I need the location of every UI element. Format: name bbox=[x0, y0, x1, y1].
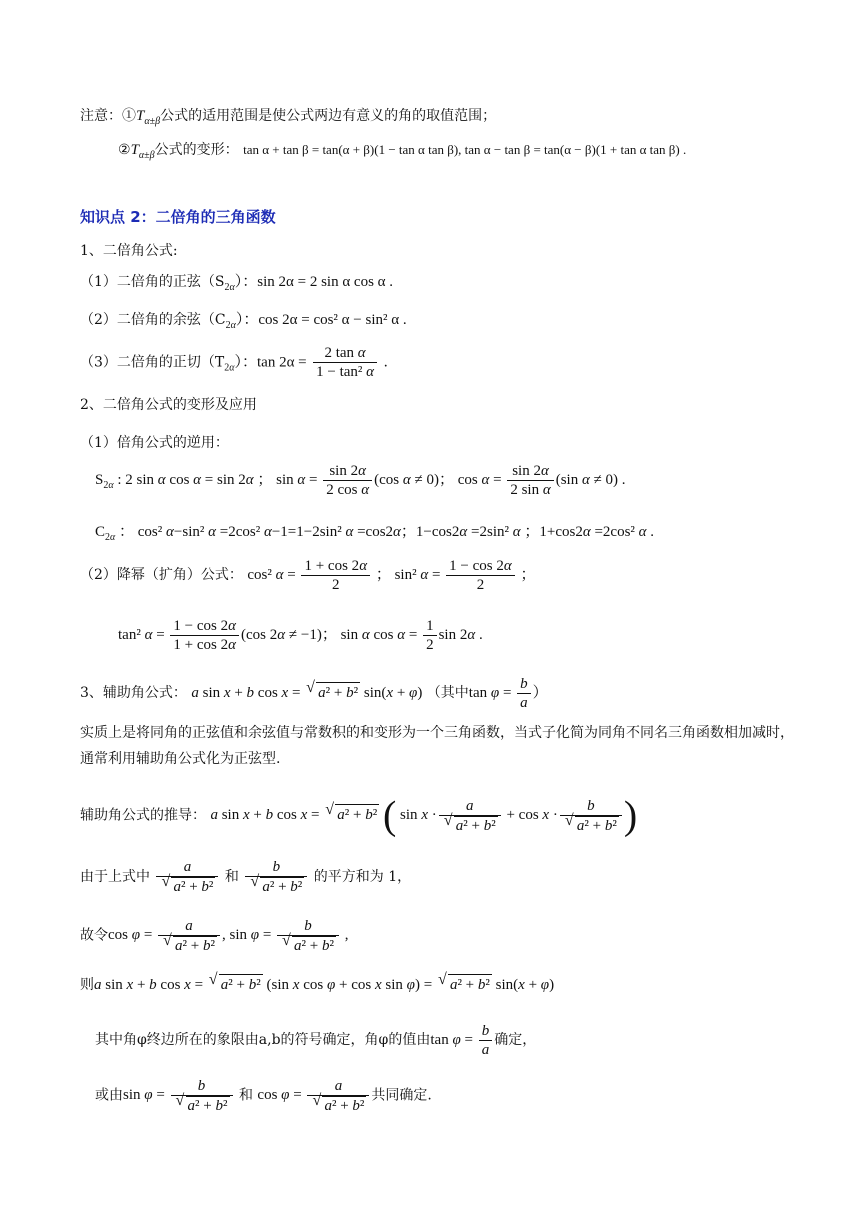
quadrant-line: 其中角φ终边所在的象限由a,b的符号确定，角φ的值由tan φ = $\frac{b}{a}$ 确定， bbox=[95, 1023, 537, 1058]
or-line: 或由sin φ = b √ a² + b² 和 cos φ = a √ a² + b² 共同确定. bbox=[95, 1077, 432, 1115]
let-label: 故令 bbox=[80, 927, 108, 944]
tan2-line: （3）二倍角的正切$(T_{2\alpha})$：tan 2α = $\frac{\text{2 tan α}}{\text{1 − tan² α}}$ . bbox=[80, 345, 388, 380]
let-line: 故令cos φ = a √ a² + b² , sin φ = b √ a² + b² , bbox=[80, 917, 349, 955]
cos2-formula: ）：cos 2α = cos² α − sin² α . bbox=[235, 312, 407, 328]
item-1: 1、二倍角公式: bbox=[80, 243, 178, 259]
note-text-2: 公式的变形： bbox=[154, 142, 239, 158]
cos2-label: （2）二倍角的余弦（C bbox=[80, 312, 226, 328]
or-tail: 共同确定. bbox=[371, 1087, 432, 1104]
cos2-line: （2）二倍角的余弦$(C_{2\alpha})$：cos 2α = cos² α − sin² α . bbox=[80, 312, 407, 331]
or-label: 或由 bbox=[95, 1087, 123, 1104]
sin2-formula: ）：sin 2α = 2 sin α cos α . bbox=[234, 274, 394, 290]
since-line: 由于上式中 a √ a² + b² 和 b √ a² + b² 的平方和为 1， bbox=[80, 858, 411, 896]
note-prefix: 注意：① bbox=[80, 108, 136, 124]
item-2: 2、二倍角公式的变形及应用 bbox=[80, 397, 257, 413]
note-formula: tan α + tan β = tan(α + β)(1 − tan α tan β), tan α − tan β = tan(α − β)(1 + tan α tan β) . bbox=[243, 142, 687, 157]
note-line-1 bbox=[80, 106, 496, 132]
derive-label: 辅助角公式的推导： bbox=[80, 807, 206, 824]
c2a-inverse: $C_{2\alpha}$ ： cos² α−sin² α =2cos² α−1=1−2sin² α =cos2α；1−cos2α =2sin² α ；1+cos2α =2cos² α . bbox=[95, 524, 655, 543]
note-line-2 bbox=[118, 140, 686, 166]
tan2-formula: ）：tan 2α = bbox=[234, 354, 307, 371]
and-label: 和 bbox=[224, 869, 239, 885]
t-symbol: $T_{\alpha\pm\beta}$ bbox=[136, 108, 161, 127]
item-3: 3、辅助角公式： bbox=[80, 684, 187, 701]
reduce-line: （2）降幂（扩角）公式： cos² α = $\frac{1 + \cos 2\alpha}{2}$ ； sin² α = $\frac{1 - \cos 2\alpha}{2}$ ； bbox=[80, 558, 536, 593]
sin2-label: （1）二倍角的正弦（S bbox=[80, 274, 225, 290]
item-3-line: 3、辅助角公式： a sin x + b cos x = √ a² + b² sin(x + φ) （其中tan φ = $\frac{b}{a}$ ） bbox=[80, 675, 548, 712]
then-label: 则 bbox=[80, 977, 94, 993]
t-symbol-2: $T_{\alpha\pm\beta}$ bbox=[130, 142, 155, 161]
quadrant-tail: 确定， bbox=[494, 1031, 537, 1048]
s2a-inverse: $S_{2\alpha}$ : 2 sin α cos α = sin 2α ； sin α = $\frac{\sin 2\alpha}{\text{2 cos α}}$ (cos α ≠ 0)； cos α = $\frac{\sin 2\alpha}{\text{2 sin α}}$ (sin α ≠ 0) . bbox=[95, 463, 626, 498]
explain-paragraph: 实质上是将同角的正弦值和余弦值与常数积的和变形为一个三角函数，当式子化简为同角不同名三角函数相加减时，通常利用辅助角公式化为正弦型. bbox=[80, 725, 794, 767]
derive-line: 辅助角公式的推导： a sin x + b cos x = √ a² + b² ( sin x · a √ a² + b² + cos x · b √ a² + b² ) bbox=[80, 797, 637, 835]
or-and: 和 bbox=[238, 1087, 253, 1104]
tan-reduce-line: tan² α = $\frac{1 - \cos 2\alpha}{1 + \cos 2\alpha}$ (cos 2α ≠ −1)； sin α cos α = $\frac{1}{2}$ sin 2α . bbox=[118, 618, 483, 653]
quadrant-text: 其中角φ终边所在的象限由a,b的符号确定，角φ的值由 bbox=[95, 1031, 431, 1048]
tan2-label: （3）二倍角的正切（T bbox=[80, 354, 225, 371]
note-prefix-2: ② bbox=[118, 142, 131, 158]
sin2-line: （1）二倍角的正弦$(S_{2\alpha})$：sin 2α = 2 sin α cos α . bbox=[80, 274, 394, 293]
item-3-note: （其中 bbox=[426, 684, 469, 701]
reduce-title: （2）降幂（扩角）公式： bbox=[80, 566, 243, 583]
then-line: 则a sin x + b cos x = √ a² + b² (sin x cos φ + cos x sin φ) = √ a² + b² sin(x + φ) bbox=[80, 974, 554, 995]
since-tail: 的平方和为 1， bbox=[313, 869, 412, 885]
inverse-title: （1）倍角公式的逆用： bbox=[80, 435, 229, 451]
tan2-fraction: $\frac{\text{2 tan α}}{\text{1 − tan² α}}$ bbox=[313, 344, 377, 381]
note-text: 公式的适用范围是使公式两边有意义的角的取值范围； bbox=[160, 108, 497, 124]
since-label: 由于上式中 bbox=[80, 869, 150, 885]
section-title: 知识点 2：二倍角的三角函数 bbox=[80, 208, 276, 226]
